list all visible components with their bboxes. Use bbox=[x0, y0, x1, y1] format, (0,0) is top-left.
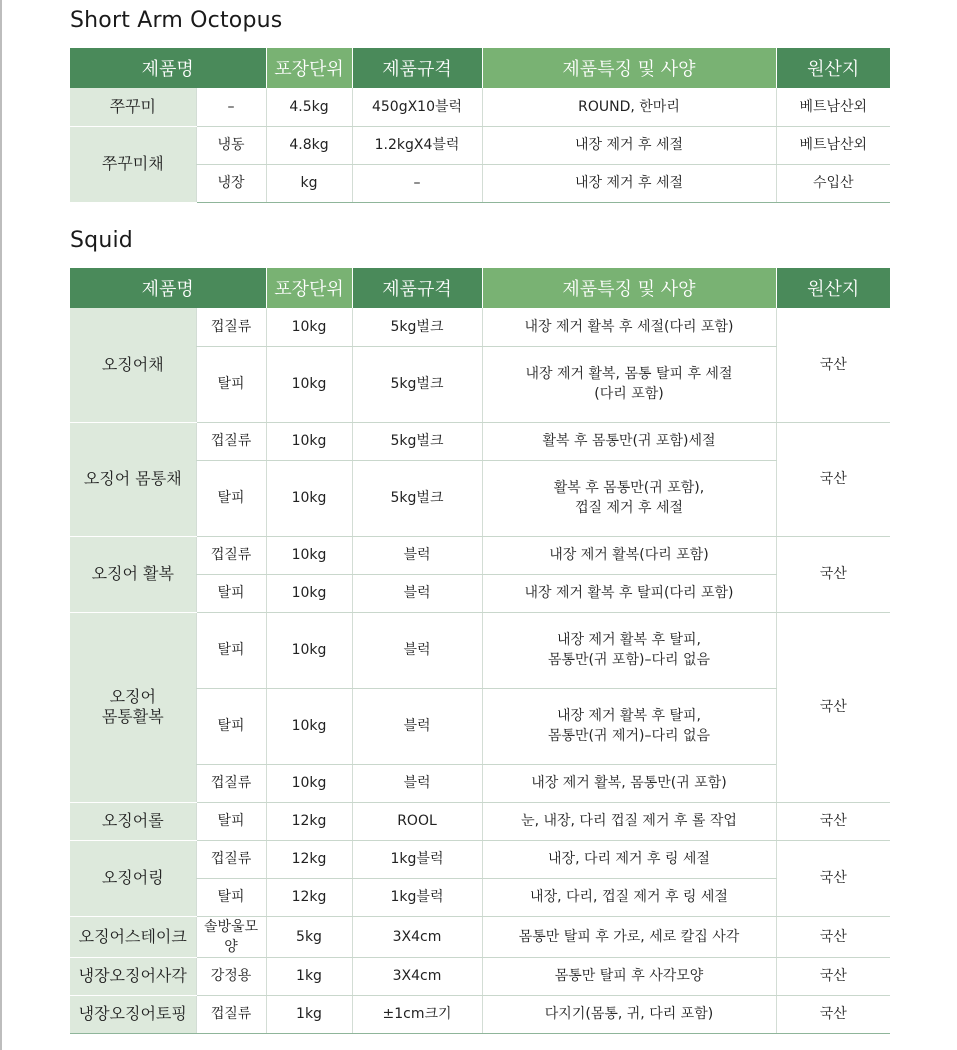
header-feature: 제품특징 및 사양 bbox=[482, 268, 776, 308]
product-type: 껍질류 bbox=[196, 840, 266, 878]
product-feature: 몸통만 탈피 후 가로, 세로 칼집 사각 bbox=[482, 916, 776, 957]
product-name bbox=[70, 612, 196, 802]
header-name: 제품명 bbox=[70, 268, 266, 308]
product-type: 탈피 bbox=[196, 802, 266, 840]
product-type: 껍질류 bbox=[196, 422, 266, 460]
product-name: 오징어 활복 bbox=[70, 536, 196, 612]
package-unit: 10kg bbox=[266, 346, 352, 422]
package-unit: 10kg bbox=[266, 536, 352, 574]
product-type: 냉동 bbox=[196, 126, 266, 164]
package-unit: 12kg bbox=[266, 840, 352, 878]
origin: 국산 bbox=[776, 916, 890, 957]
package-unit: 10kg bbox=[266, 612, 352, 688]
table-row bbox=[70, 840, 890, 878]
package-unit: 1kg bbox=[266, 995, 352, 1033]
product-feature bbox=[482, 612, 776, 688]
table-row bbox=[70, 536, 890, 574]
product-type: 냉장 bbox=[196, 164, 266, 202]
origin: 국산 bbox=[776, 802, 890, 840]
product-spec: 5kg벌크 bbox=[352, 308, 482, 346]
table-row bbox=[70, 957, 890, 995]
product-name: 냉장오징어사각 bbox=[70, 957, 196, 995]
feature-line-1: 내장 제거 활복 후 탈피, bbox=[557, 632, 701, 648]
squid-table bbox=[70, 268, 890, 1034]
feature-line-2: 몸통만(귀 제거)–다리 없음 bbox=[547, 728, 711, 744]
origin: 수입산 bbox=[776, 164, 890, 202]
product-type: 껍질류 bbox=[196, 764, 266, 802]
product-name: 오징어채 bbox=[70, 308, 196, 422]
product-spec: 3X4cm bbox=[352, 957, 482, 995]
name-line-2: 몸통활복 bbox=[101, 707, 164, 726]
feature-line-1: 활복 후 몸통만(귀 포함), bbox=[553, 480, 705, 496]
feature-line-1: 내장 제거 활복 후 탈피, bbox=[557, 708, 701, 724]
origin: 국산 bbox=[776, 612, 890, 802]
product-feature: ROUND, 한마리 bbox=[482, 88, 776, 126]
header-unit: 포장단위 bbox=[266, 268, 352, 308]
origin: 국산 bbox=[776, 536, 890, 612]
package-unit: 4.5kg bbox=[266, 88, 352, 126]
product-feature: 내장 제거 활복 후 탈피(다리 포함) bbox=[482, 574, 776, 612]
product-feature: 활복 후 몸통만(귀 포함)세절 bbox=[482, 422, 776, 460]
feature-line-2: 껍질 제거 후 세절 bbox=[574, 500, 684, 516]
package-unit: 5kg bbox=[266, 916, 352, 957]
header-spec: 제품규격 bbox=[352, 268, 482, 308]
product-feature: 내장 제거 후 세절 bbox=[482, 164, 776, 202]
product-spec: 5kg벌크 bbox=[352, 422, 482, 460]
product-type: 탈피 bbox=[196, 612, 266, 688]
header-origin: 원산지 bbox=[776, 268, 890, 308]
product-type: 솔방울모양 bbox=[196, 916, 266, 957]
product-spec: ROOL bbox=[352, 802, 482, 840]
product-spec: 블럭 bbox=[352, 688, 482, 764]
product-name: 쭈꾸미채 bbox=[70, 126, 196, 202]
product-feature: 내장 제거 활복(다리 포함) bbox=[482, 536, 776, 574]
package-unit: 10kg bbox=[266, 460, 352, 536]
package-unit: 1kg bbox=[266, 957, 352, 995]
section-title-squid: Squid bbox=[70, 228, 133, 253]
left-border-line bbox=[0, 0, 2, 1050]
product-feature: 내장, 다리, 껍질 제거 후 링 세절 bbox=[482, 878, 776, 916]
product-feature bbox=[482, 688, 776, 764]
origin: 국산 bbox=[776, 957, 890, 995]
product-spec: 1kg블럭 bbox=[352, 840, 482, 878]
package-unit: 10kg bbox=[266, 574, 352, 612]
header-spec: 제품규격 bbox=[352, 48, 482, 88]
octopus-table bbox=[70, 48, 890, 203]
product-type: 껍질류 bbox=[196, 308, 266, 346]
origin: 국산 bbox=[776, 995, 890, 1033]
table-row bbox=[70, 612, 890, 688]
product-type: – bbox=[196, 88, 266, 126]
product-spec: 1kg블럭 bbox=[352, 878, 482, 916]
feature-line-2: 몸통만(귀 포함)–다리 없음 bbox=[547, 652, 711, 668]
product-name: 오징어 몸통채 bbox=[70, 422, 196, 536]
package-unit: 4.8kg bbox=[266, 126, 352, 164]
package-unit: 10kg bbox=[266, 688, 352, 764]
product-spec: 블럭 bbox=[352, 536, 482, 574]
header-unit: 포장단위 bbox=[266, 48, 352, 88]
product-name: 냉장오징어토핑 bbox=[70, 995, 196, 1033]
product-spec: 5kg벌크 bbox=[352, 460, 482, 536]
product-type: 탈피 bbox=[196, 460, 266, 536]
package-unit: 10kg bbox=[266, 422, 352, 460]
header-name: 제품명 bbox=[70, 48, 266, 88]
product-spec: 1.2kgX4블럭 bbox=[352, 126, 482, 164]
feature-line-1: 내장 제거 활복, 몸통 탈피 후 세절 bbox=[525, 366, 733, 382]
table-row bbox=[70, 308, 890, 346]
product-spec: 450gX10블럭 bbox=[352, 88, 482, 126]
table-row bbox=[70, 995, 890, 1033]
table-header-row bbox=[70, 48, 890, 88]
table-row bbox=[70, 422, 890, 460]
product-spec: 3X4cm bbox=[352, 916, 482, 957]
header-origin: 원산지 bbox=[776, 48, 890, 88]
package-unit: kg bbox=[266, 164, 352, 202]
product-feature bbox=[482, 460, 776, 536]
origin: 국산 bbox=[776, 422, 890, 536]
table-row bbox=[70, 916, 890, 957]
package-unit: 10kg bbox=[266, 764, 352, 802]
product-feature: 내장 제거 활복, 몸통만(귀 포함) bbox=[482, 764, 776, 802]
table-row bbox=[70, 802, 890, 840]
package-unit: 12kg bbox=[266, 802, 352, 840]
product-feature: 내장, 다리 제거 후 링 세절 bbox=[482, 840, 776, 878]
product-type: 강정용 bbox=[196, 957, 266, 995]
product-name: 오징어스테이크 bbox=[70, 916, 196, 957]
product-spec: 5kg벌크 bbox=[352, 346, 482, 422]
section-title-octopus: Short Arm Octopus bbox=[70, 8, 283, 33]
product-feature: 내장 제거 후 세절 bbox=[482, 126, 776, 164]
name-line-1: 오징어 bbox=[109, 687, 156, 706]
product-name: 쭈꾸미 bbox=[70, 88, 196, 126]
product-spec: 블럭 bbox=[352, 574, 482, 612]
origin: 국산 bbox=[776, 840, 890, 916]
product-type: 탈피 bbox=[196, 878, 266, 916]
product-type: 껍질류 bbox=[196, 536, 266, 574]
product-spec: 블럭 bbox=[352, 612, 482, 688]
package-unit: 10kg bbox=[266, 308, 352, 346]
origin: 베트남산외 bbox=[776, 88, 890, 126]
product-feature: 눈, 내장, 다리 껍질 제거 후 롤 작업 bbox=[482, 802, 776, 840]
origin: 베트남산외 bbox=[776, 126, 890, 164]
product-name: 오징어롤 bbox=[70, 802, 196, 840]
header-feature: 제품특징 및 사양 bbox=[482, 48, 776, 88]
product-name: 오징어링 bbox=[70, 840, 196, 916]
package-unit: 12kg bbox=[266, 878, 352, 916]
feature-line-2: (다리 포함) bbox=[594, 386, 664, 402]
product-spec: 블럭 bbox=[352, 764, 482, 802]
origin: 국산 bbox=[776, 308, 890, 422]
product-type: 껍질류 bbox=[196, 995, 266, 1033]
table-row bbox=[70, 88, 890, 126]
product-feature: 몸통만 탈피 후 사각모양 bbox=[482, 957, 776, 995]
product-feature bbox=[482, 346, 776, 422]
product-type: 탈피 bbox=[196, 688, 266, 764]
table-header-row bbox=[70, 268, 890, 308]
product-spec: – bbox=[352, 164, 482, 202]
product-feature: 다지기(몸통, 귀, 다리 포함) bbox=[482, 995, 776, 1033]
table-row bbox=[70, 126, 890, 164]
product-type: 탈피 bbox=[196, 346, 266, 422]
product-type: 탈피 bbox=[196, 574, 266, 612]
product-spec: ±1cm크기 bbox=[352, 995, 482, 1033]
product-feature: 내장 제거 활복 후 세절(다리 포함) bbox=[482, 308, 776, 346]
